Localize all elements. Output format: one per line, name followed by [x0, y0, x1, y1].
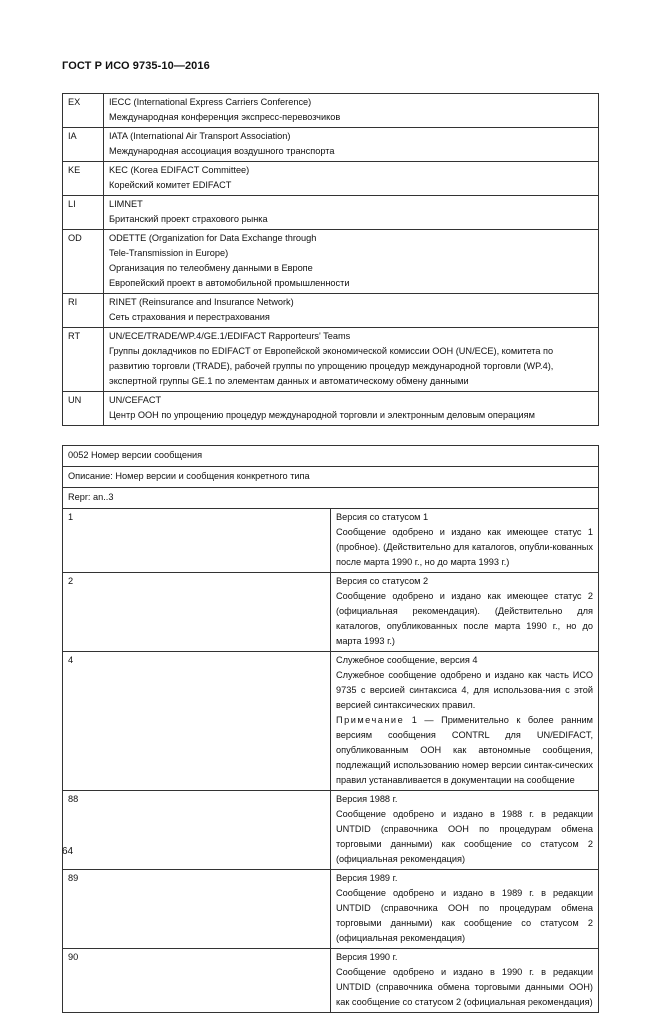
description-cell [104, 328, 599, 392]
description-cell [104, 230, 599, 294]
version-title: Служебное сообщение, версия 4 [336, 655, 478, 665]
table-title: 0052 Номер версии сообщения [63, 446, 599, 467]
description-cell [331, 509, 599, 573]
version-title: Версия 1989 г. [336, 873, 398, 883]
organization-codes-table [62, 93, 599, 426]
description-line: IATA (International Air Transport Association) [109, 131, 291, 141]
code-cell: 89 [63, 870, 331, 949]
version-text: Сообщение одобрено и издано в 1989 г. в редакции UNTDID (справочника ООН по процедурам обмена торговыми данными) как сообщение со статусом 2 (официальная рекомендация) [336, 888, 593, 943]
description-cell [331, 573, 599, 652]
table-row [63, 652, 599, 791]
version-text: Служебное сообщение одобрено и издано как часть ИСО 9735 с версией синтаксиса 4, для использова-ния с этой версией синтаксических правил. [336, 670, 593, 710]
description-line: Организация по телеобмену данными в Европе [109, 263, 313, 273]
version-title: Версия 1990 г. [336, 952, 398, 962]
version-title: Версия со статусом 2 [336, 576, 429, 586]
version-title: Версия 1988 г. [336, 794, 398, 804]
description-cell [104, 196, 599, 230]
code-cell: OD [63, 230, 104, 294]
description-cell [104, 392, 599, 426]
description-cell [104, 128, 599, 162]
table-row [63, 573, 599, 652]
description-cell [104, 294, 599, 328]
version-text: Сообщение одобрено и издано в 1988 г. в редакции UNTDID (справочника ООН по процедурам обмена торговыми данными) как сообщение со статусом 2 (официальная рекомендация) [336, 809, 593, 864]
table-row [63, 294, 599, 328]
table-title-row [63, 446, 599, 467]
description-line: Корейский комитет EDIFACT [109, 180, 232, 190]
table-row [63, 870, 599, 949]
description-line: Tele-Transmission in Europe) [109, 248, 229, 258]
code-cell: 2 [63, 573, 331, 652]
table-description: Описание: Номер версии и сообщения конкретного типа [63, 467, 599, 488]
table-row [63, 791, 599, 870]
table-row [63, 509, 599, 573]
table-row [63, 94, 599, 128]
description-row [63, 467, 599, 488]
version-text: Сообщение одобрено и издано как имеющее статус 2 (официальная рекомендация). (Действительно для каталогов, опубликованных после марта 1990 г., но до марта 1993 г.) [336, 591, 593, 646]
version-text: Сообщение одобрено и издано в 1990 г. в редакции UNTDID (справочника обмена торговыми данными ООН) как сообщение со статусом 2 (официальная рекомендация) [336, 967, 593, 1007]
description-cell [104, 162, 599, 196]
page-number: 64 [62, 846, 74, 857]
table-row [63, 162, 599, 196]
code-cell: 88 [63, 791, 331, 870]
code-cell: 90 [63, 949, 331, 1013]
table-row [63, 128, 599, 162]
code-cell: 1 [63, 509, 331, 573]
document-header: ГОСТ Р ИСО 9735-10—2016 [62, 60, 210, 72]
note-text: 1 — Применительно к более ранним версиям сообщения CONTRL для UN/EDIFACT, опубликованным ООН как автономные сообщения, подлежащий использованию номер версии синтак-сических правил устанавливается в документации на сообщение [336, 715, 593, 785]
description-line: KEC (Korea EDIFACT Committee) [109, 165, 250, 175]
description-line: RINET (Reinsurance and Insurance Network) [109, 297, 294, 307]
table-row [63, 392, 599, 426]
description-line: UN/ECE/TRADE/WP.4/GE.1/EDIFACT Rapporteurs' Teams [109, 331, 351, 341]
table-row [63, 196, 599, 230]
version-text: Сообщение одобрено и издано как имеющее статус 1 (пробное). (Действительно для каталогов, опубли-кованных после марта 1990 г., но до марта 1993 г.) [336, 527, 593, 567]
description-line: Группы докладчиков по EDIFACT от Европейской экономической комиссии ООН (UN/ECE), комитета по развитию торговли (TRADE), рабочей группы по упрощению процедур международной торговли (WP.4), экспертной группы GE.1 по элементам данных и автоматическому обмену данными [109, 346, 554, 386]
description-cell [331, 652, 599, 791]
description-cell [331, 791, 599, 870]
code-cell: LI [63, 196, 104, 230]
code-cell: IA [63, 128, 104, 162]
code-cell: KE [63, 162, 104, 196]
description-line: Британский проект страхового рынка [109, 214, 268, 224]
description-cell [331, 949, 599, 1013]
table-representation: Repr: an..3 [63, 488, 599, 509]
code-cell: UN [63, 392, 104, 426]
description-line: IECC (International Express Carriers Conference) [109, 97, 312, 107]
version-note [336, 713, 593, 788]
code-cell: 4 [63, 652, 331, 791]
table-row [63, 328, 599, 392]
description-line: UN/CEFACT [109, 395, 162, 405]
message-version-table [62, 445, 599, 1013]
description-line: Международная конференция экспресс-перевозчиков [109, 112, 341, 122]
description-line: LIMNET [109, 199, 143, 209]
description-cell [331, 870, 599, 949]
description-line: ODETTE (Organization for Data Exchange through [109, 233, 317, 243]
description-line: Сеть страхования и перестрахования [109, 312, 270, 322]
note-label: Примечание [336, 715, 405, 725]
description-line: Международная ассоциация воздушного транспорта [109, 146, 335, 156]
code-cell: RI [63, 294, 104, 328]
description-cell [104, 94, 599, 128]
representation-row [63, 488, 599, 509]
code-cell: EX [63, 94, 104, 128]
table-row [63, 949, 599, 1013]
version-title: Версия со статусом 1 [336, 512, 429, 522]
code-cell: RT [63, 328, 104, 392]
description-line: Центр ООН по упрощению процедур международной торговли и электронным деловым операциям [109, 410, 535, 420]
table-row [63, 230, 599, 294]
description-line: Европейский проект в автомобильной промышленности [109, 278, 350, 288]
